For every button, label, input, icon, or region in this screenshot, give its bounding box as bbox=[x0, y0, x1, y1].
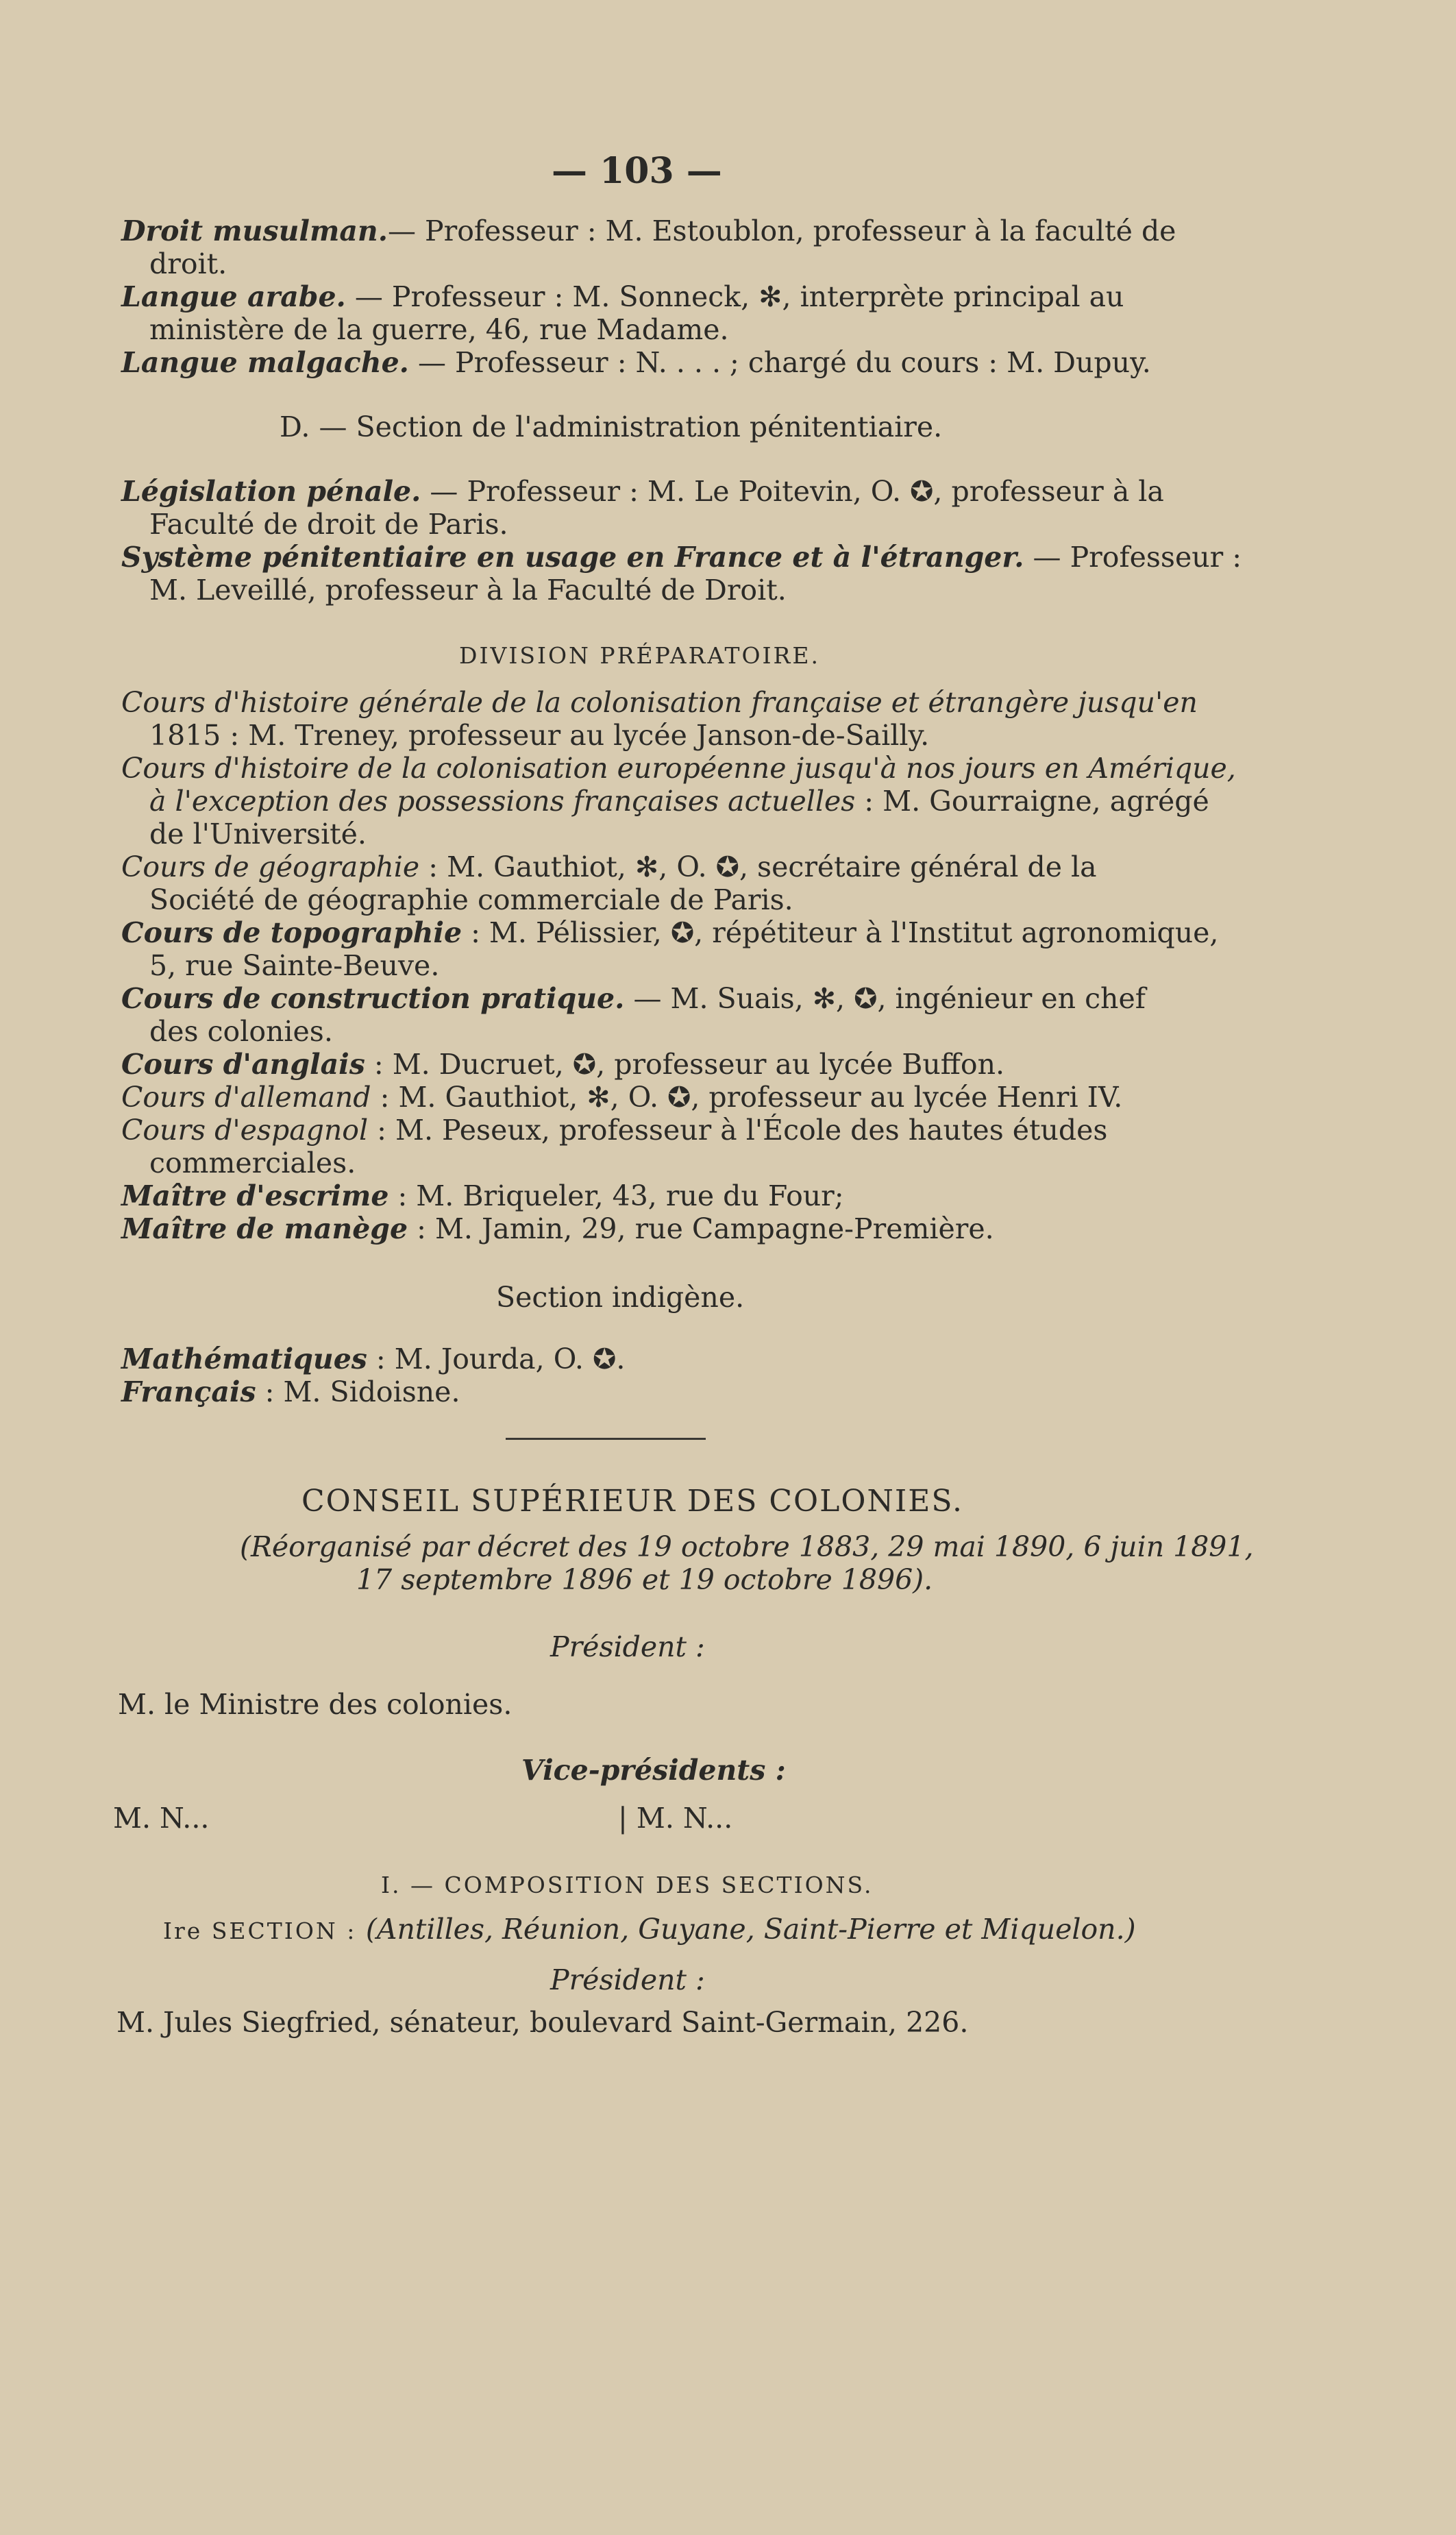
entry-label: Maître d'escrime bbox=[121, 1179, 389, 1212]
entry-mathematiques bbox=[121, 1342, 625, 1376]
entry-histoire-europe bbox=[121, 751, 1236, 785]
entry-histoire bbox=[121, 685, 1198, 720]
entry-geographie bbox=[121, 850, 1097, 884]
section1-prefix: Ire SECTION : bbox=[163, 1918, 366, 1944]
section-heading-indigene: Section indigène. bbox=[496, 1281, 745, 1314]
entry-text: : M. Jamin, 29, rue Campagne-Première. bbox=[408, 1212, 994, 1245]
entry-label: Français bbox=[121, 1375, 256, 1408]
entry-histoire-europe-line2 bbox=[149, 784, 1209, 818]
entry-construction bbox=[121, 981, 1146, 1016]
vice-president-right: | M. N... bbox=[618, 1802, 733, 1835]
conseil-decree-line1: (Réorganisé par décret des 19 octobre 1883, 29 mai 1890, 6 juin 1891, bbox=[240, 1530, 1254, 1563]
section1-regions: (Antilles, Réunion, Guyane, Saint-Pierre et Miquelon.) bbox=[365, 1913, 1136, 1946]
division-heading: DIVISION PRÉPARATOIRE. bbox=[459, 642, 820, 669]
vice-presidents-label: Vice-présidents : bbox=[521, 1754, 786, 1787]
entry-label: Cours de géographie bbox=[121, 850, 420, 883]
entry-label: Cours de topographie bbox=[121, 916, 462, 949]
entry-label: Législation pénale. bbox=[121, 475, 421, 508]
page-number: — 103 — bbox=[552, 150, 722, 192]
entry-text: — M. Suais, ✻, ✪, ingénieur en chef bbox=[624, 982, 1146, 1015]
conseil-heading: CONSEIL SUPÉRIEUR DES COLONIES. bbox=[301, 1484, 963, 1519]
entry-text: — Professeur : M. Le Poitevin, O. ✪, professeur à la bbox=[421, 475, 1164, 508]
entry-francais bbox=[121, 1375, 460, 1409]
section1-line bbox=[163, 1912, 1136, 1948]
entry-label: Cours d'histoire de la colonisation européenne jusqu'à nos jours en Amérique, bbox=[121, 752, 1236, 785]
entry-label: Cours d'espagnol bbox=[121, 1114, 369, 1147]
entry-text: : M. Gauthiot, ✻, O. ✪, professeur au lycée Henri IV. bbox=[371, 1081, 1123, 1114]
section1-president-label: Président : bbox=[550, 1963, 705, 1996]
entry-systeme bbox=[121, 540, 1242, 574]
entry-continuation: ministère de la guerre, 46, rue Madame. bbox=[149, 313, 729, 346]
entry-text: — Professeur : M. Sonneck, ✻, interprète principal au bbox=[345, 280, 1124, 313]
section-heading-penitentiaire: D. — Section de l'administration pénitentiaire. bbox=[280, 411, 943, 443]
entry-continuation: de l'Université. bbox=[149, 818, 367, 850]
section1-president: M. Jules Siegfried, sénateur, boulevard Saint-Germain, 226. bbox=[116, 2006, 969, 2039]
entry-continuation: Faculté de droit de Paris. bbox=[149, 508, 508, 541]
entry-continuation: commerciales. bbox=[149, 1147, 356, 1179]
separator-rule bbox=[506, 1438, 706, 1440]
entry-legislation bbox=[121, 474, 1164, 509]
entry-label: Système pénitentiaire en usage en France et à l'étranger. bbox=[121, 541, 1024, 574]
entry-text: — Professeur : bbox=[1024, 541, 1242, 574]
entry-text: : M. Jourda, O. ✪. bbox=[367, 1343, 626, 1375]
entry-allemand bbox=[121, 1080, 1122, 1114]
president-label: Président : bbox=[550, 1630, 705, 1663]
entry-label: Cours d'histoire générale de la colonisation française et étrangère jusqu'en bbox=[121, 686, 1198, 719]
entry-langue-malgache bbox=[121, 345, 1151, 380]
entry-espagnol bbox=[121, 1113, 1107, 1147]
entry-label: Mathématiques bbox=[121, 1343, 367, 1375]
entry-continuation: 1815 : M. Treney, professeur au lycée Janson-de-Sailly. bbox=[149, 719, 930, 752]
entry-label: à l'exception des possessions françaises actuelles bbox=[149, 785, 856, 818]
entry-text: : M. Briqueler, 43, rue du Four; bbox=[388, 1179, 844, 1212]
entry-label: Cours d'allemand bbox=[121, 1081, 371, 1114]
entry-label: Cours d'anglais bbox=[121, 1048, 365, 1081]
entry-text: : M. Pélissier, ✪, répétiteur à l'Institut agronomique, bbox=[462, 916, 1219, 949]
vice-president-left: M. N... bbox=[113, 1802, 210, 1835]
entry-text: : M. Gauthiot, ✻, O. ✪, secrétaire général de la bbox=[419, 850, 1097, 883]
conseil-decree-line2: 17 septembre 1896 et 19 octobre 1896). bbox=[356, 1563, 933, 1596]
entry-continuation: 5, rue Sainte-Beuve. bbox=[149, 949, 440, 982]
entry-continuation: des colonies. bbox=[149, 1015, 333, 1048]
entry-text: — Professeur : N. . . . ; chargé du cours : M. Dupuy. bbox=[408, 346, 1151, 379]
entry-droit-musulman bbox=[121, 214, 1176, 248]
entry-label: Droit musulman. bbox=[121, 215, 388, 247]
entry-continuation: Société de géographie commerciale de Paris. bbox=[149, 883, 793, 916]
entry-escrime bbox=[121, 1179, 844, 1213]
entry-label: Langue arabe. bbox=[121, 280, 346, 313]
entry-langue-arabe bbox=[121, 280, 1124, 314]
composition-heading: I. — COMPOSITION DES SECTIONS. bbox=[381, 1872, 874, 1898]
president-name: M. le Ministre des colonies. bbox=[118, 1688, 513, 1721]
entry-topographie bbox=[121, 916, 1218, 950]
entry-text: : M. Sidoisne. bbox=[256, 1375, 460, 1408]
entry-label: Langue malgache. bbox=[121, 346, 409, 379]
entry-continuation: droit. bbox=[149, 247, 227, 280]
entry-label: Maître de manège bbox=[121, 1212, 408, 1245]
entry-continuation: M. Leveillé, professeur à la Faculté de Droit. bbox=[149, 574, 787, 607]
entry-text: : M. Gourraigne, agrégé bbox=[855, 785, 1209, 818]
entry-label: Cours de construction pratique. bbox=[121, 982, 625, 1015]
entry-text: — Professeur : M. Estoublon, professeur à la faculté de bbox=[387, 215, 1176, 247]
entry-manege bbox=[121, 1212, 994, 1246]
entry-text: : M. Peseux, professeur à l'École des hautes études bbox=[368, 1114, 1108, 1147]
entry-text: : M. Ducruet, ✪, professeur au lycée Buffon. bbox=[365, 1048, 1005, 1081]
entry-anglais bbox=[121, 1047, 1004, 1081]
